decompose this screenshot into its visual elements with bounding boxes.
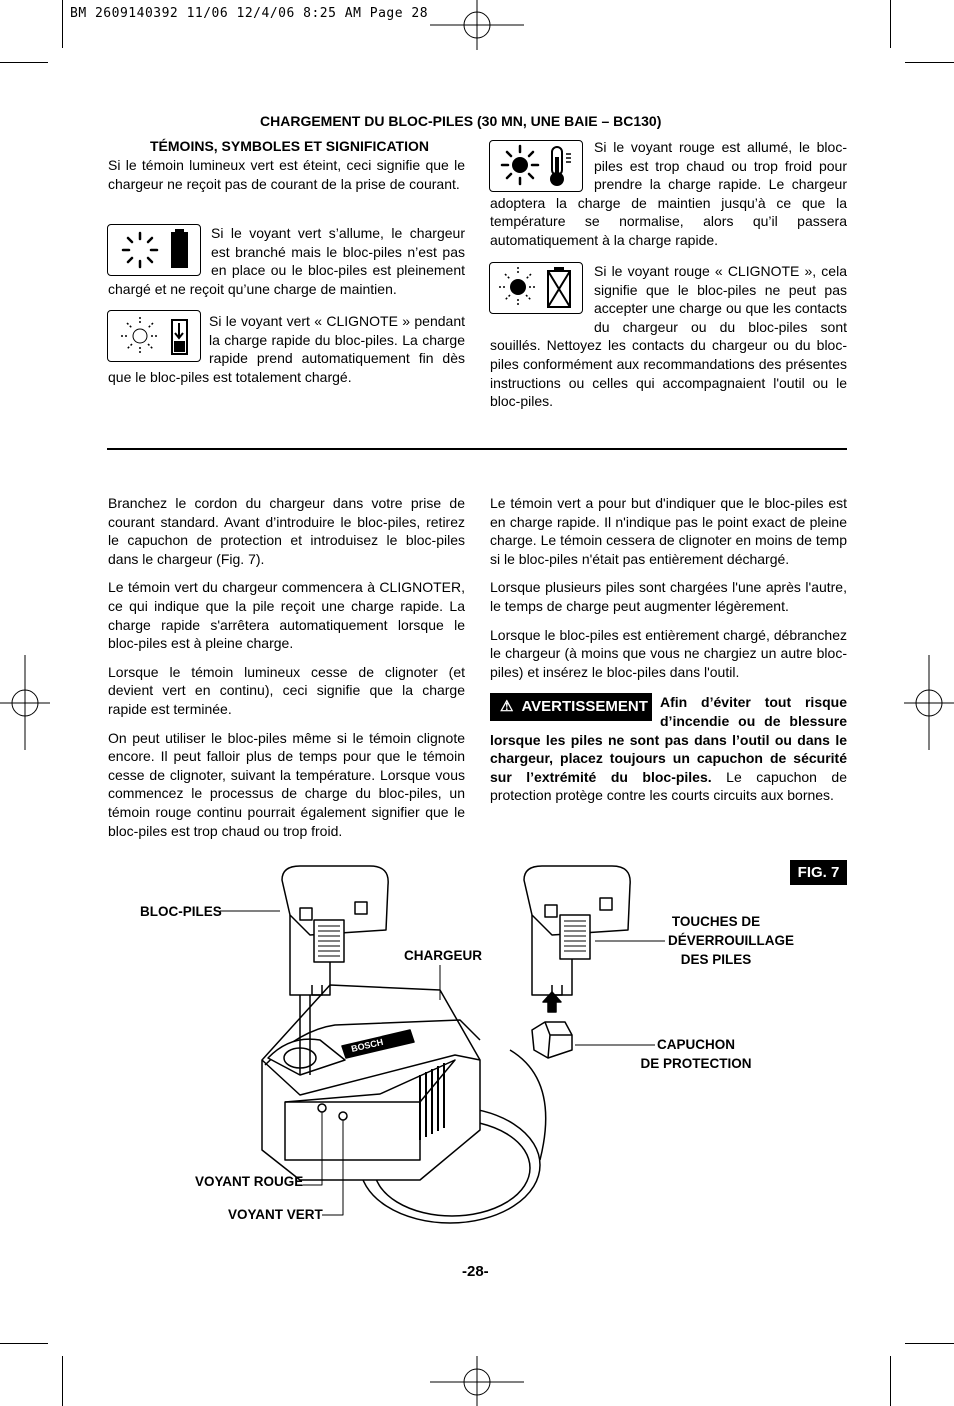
label-voyant-vert: VOYANT VERT — [228, 1207, 323, 1222]
figure-tag: FIG. 7 — [790, 860, 847, 885]
paragraph: Lorsque plusieurs piles sont chargées l'une après l'autre, le temps de charge peut augmenter légèrement. — [490, 579, 847, 614]
label-chargeur: CHARGEUR — [404, 948, 483, 963]
warning-bold-text: Afin d’éviter tout risque d’incendie ou de blessure lorsque les piles ne sont pas dans l’outil ou dans le chargeur, placez toujours un capuchon de sécurité sur l’extrémité du bloc-piles. — [490, 694, 847, 785]
green-blink-text: Si le voyant vert « CLIGNOTE » pendant la charge rapide du bloc-piles. La charge rapide prend automatiquement fin dès que le bloc-piles est totalement chargé. — [108, 313, 465, 385]
section-title: CHARGEMENT DU BLOC-PILES (30 MN, UNE BAIE – BC130) — [260, 113, 662, 129]
warning-text: Le capuchon de protection protège contre les courts circuits aux bornes. — [490, 768, 848, 804]
intro-text: Si le témoin lumineux vert est éteint, ceci signifie que le chargeur ne reçoit pas de courant de la prise de courant. — [108, 157, 465, 192]
warning-icon: ⚠ — [500, 698, 514, 716]
section-subtitle: TÉMOINS, SYMBOLES ET SIGNIFICATION — [150, 138, 429, 154]
paragraph: Le témoin vert a pour but d'indiquer que le bloc-piles est en charge rapide. Il n'indique pas le point exact de pleine charge. Le témoin cessera de clignoter en moins de temp si le bloc-piles n'était pas entièrement déchargé. — [490, 495, 847, 567]
warning-label: AVERTISSEMENT — [521, 698, 648, 716]
paragraph: Lorsque le témoin lumineux cesse de clignoter (et devient vert en continu), ceci signifie que la charge rapide est terminée. — [108, 663, 465, 717]
paragraph: Le témoin vert du chargeur commencera à CLIGNOTER, ce qui indique que la pile reçoit une charge rapide. La charge rapide s'arrêtera automatiquement lorsque le bloc-piles est à pleine charge. — [108, 579, 465, 652]
paragraph: Lorsque le bloc-piles est entièrement chargé, débranchez le chargeur (à moins que vous ne chargiez un autre bloc-piles) et insérez le bloc-piles dans l'outil. — [490, 626, 847, 680]
green-on-text: Si le voyant vert s’allume, le chargeur est branché mais le bloc-piles n’est pas en place ou le bloc-piles est pleinement chargé et ne reçoit qu’une charge de maintien. — [108, 225, 465, 297]
printer-slug: BM 2609140392 11/06 12/4/06 8:25 AM Page 28 — [70, 6, 429, 21]
red-on-text: Si le voyant rouge est allumé, le bloc-piles est trop chaud ou trop froid pour prendre la charge rapide. Le chargeur adoptera la charge de maintien jusqu’à ce que la température se normalise, alors qu’il passera automatiquement à la charge rapide. — [490, 139, 847, 248]
charger-brand: BOSCH — [350, 1036, 385, 1054]
red-blink-text: Si le voyant rouge « CLIGNOTE », cela signifie que le bloc-piles ne peut pas accepter une charge ou que les contacts du chargeur ou du bloc-piles sont souillés. Nettoyez les contacts du chargeur ou du bloc-piles conformément aux recommandations des présentes instructions ou celles qui accompagnaient l'outil ou le bloc-piles. — [490, 263, 847, 410]
paragraph: Branchez le cordon du chargeur dans votre prise de courant standard. Avant d’introduire le bloc-piles, retirez le capuchon de protection et introduisez le bloc-piles dans le chargeur (Fig. 7). — [108, 495, 465, 567]
page-number: -28- — [462, 1263, 489, 1280]
label-touches: TOUCHES DE DÉVERROUILLAGE DES PILES — [668, 914, 795, 967]
label-capuchon: CAPUCHON DE PROTECTION — [640, 1037, 752, 1071]
paragraph: On peut utiliser le bloc-piles même si le témoin clignote encore. Il peut falloir plus de temps pour que le témoin cesse de clignoter, suivant la température. Lorsque vous commencez le processus de charge du bloc-piles, un témoin rouge continu pourrait également signifier que le bloc-piles est trop chaud ou trop froid. — [108, 729, 465, 839]
label-bloc-piles: BLOC-PILES — [140, 904, 222, 919]
label-voyant-rouge: VOYANT ROUGE — [195, 1174, 304, 1189]
